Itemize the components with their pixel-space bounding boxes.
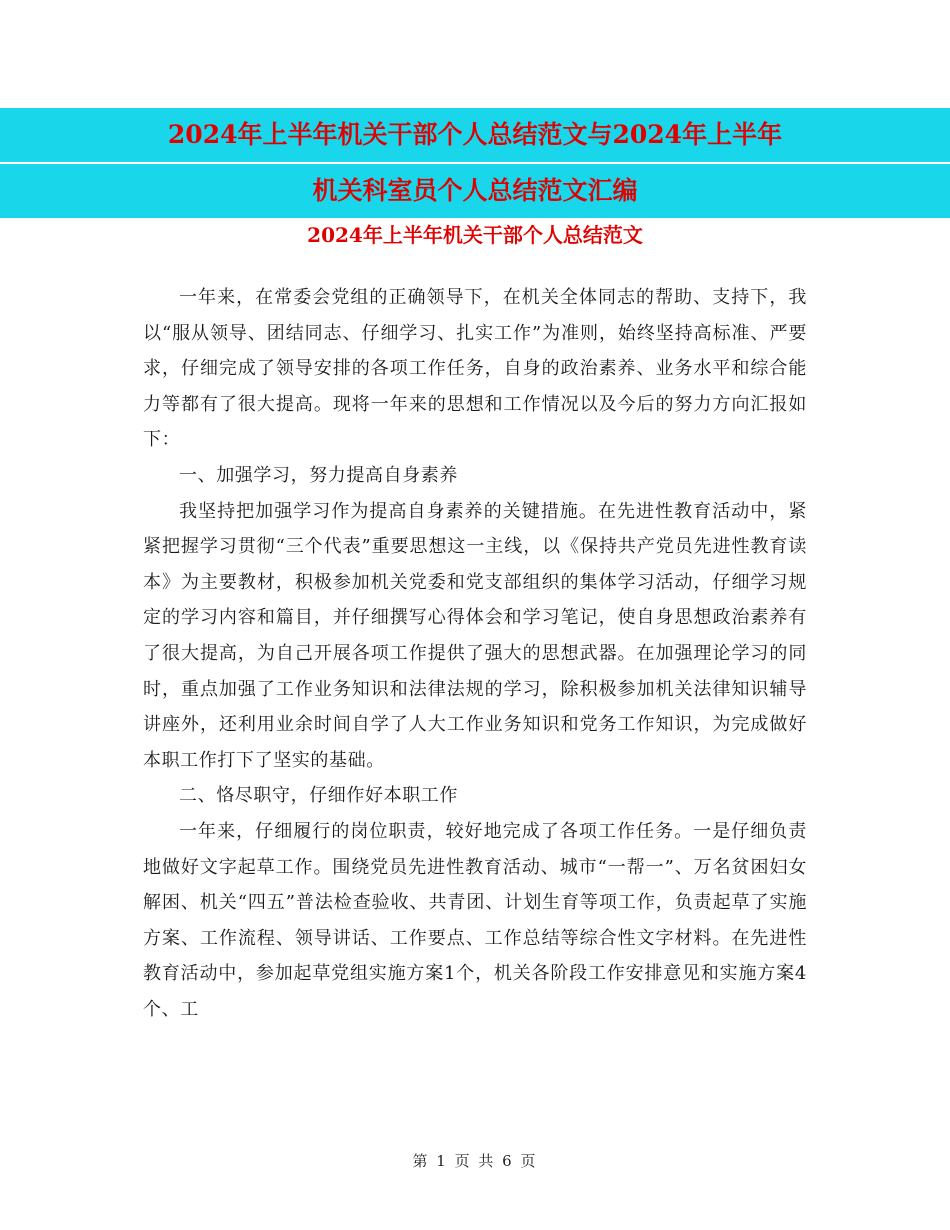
document-body bbox=[143, 280, 807, 1027]
heading-duty: 二、恪尽职守，仔细作好本职工作 bbox=[179, 785, 458, 807]
paragraph-intro: 一年来，在常委会党组的正确领导下，在机关全体同志的帮助、支持下，我以“服从领导、团结同志、仔细学习、扎实工作”为准则，始终坚持高标准、严要求，仔细完成了领导安排的各项工作任务，自身的政治素养、业务水平和综合能力等都有了很大提高。现将一年来的思想和工作情况以及今后的努力方向汇报如下： bbox=[143, 287, 807, 451]
document-title bbox=[0, 108, 950, 218]
heading-study: 一、加强学习，努力提高自身素养 bbox=[179, 464, 458, 486]
paragraph-duty: 一年来，仔细履行的岗位职责，较好地完成了各项工作任务。一是仔细负责地做好文字起草工作。围绕党员先进性教育活动、城市“一帮一”、万名贫困妇女解困、机关“四五”普法检查验收、共青团、计划生育等项工作，负责起草了实施方案、工作流程、领导讲话、工作要点、工作总结等综合性文字材料。在先进性教育活动中，参加起草党组实施方案1个，机关各阶段工作安排意见和实施方案4个、工 bbox=[143, 820, 807, 1020]
paragraph-study: 我坚持把加强学习作为提高自身素养的关键措施。在先进性教育活动中，紧紧把握学习贯彻“三个代表”重要思想这一主线，以《保持共产党员先进性教育读本》为主要教材，积极参加机关党委和党支部组织的集体学习活动，仔细学习规定的学习内容和篇目，并仔细撰写心得体会和学习笔记，使自身思想政治素养有了很大提高，为自己开展各项工作提供了强大的思想武器。在加强理论学习的同时，重点加强了工作业务知识和法律法规的学习，除积极参加机关法律知识辅导讲座外，还利用业余时间自学了人大工作业务知识和党务工作知识，为完成做好本职工作打下了坚实的基础。 bbox=[143, 500, 807, 771]
page-number: 第 1 页 共 6 页 bbox=[412, 1152, 538, 1170]
title-line-2: 机关科室员个人总结范文汇编 bbox=[312, 176, 638, 205]
section-title: 2024年上半年机关干部个人总结范文 bbox=[307, 223, 643, 247]
title-line-1: 2024年上半年机关干部个人总结范文与2024年上半年 bbox=[167, 120, 783, 149]
